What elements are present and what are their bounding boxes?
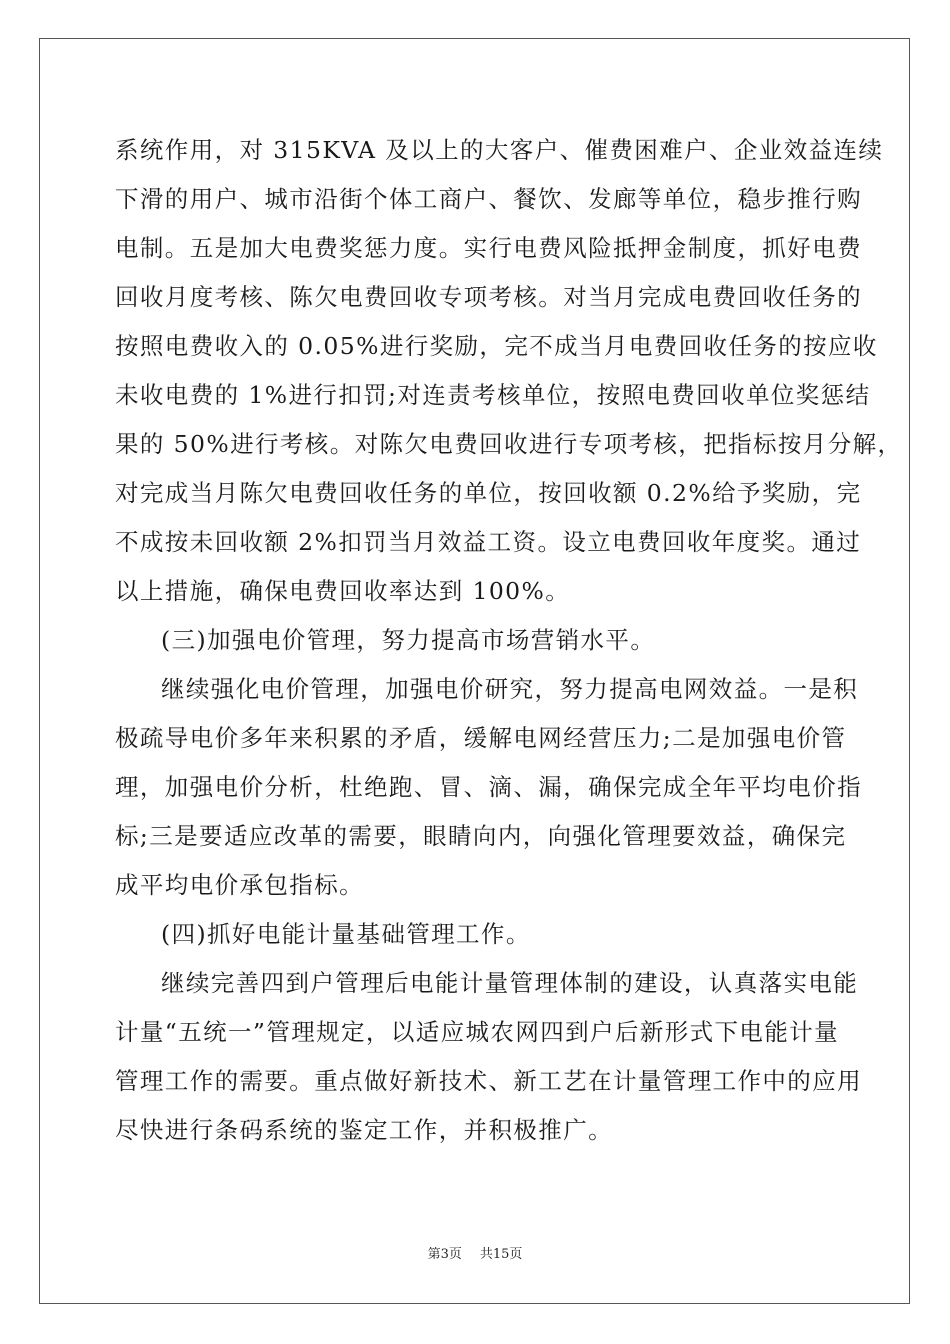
text-line: 计量“五统一”管理规定，以适应城农网四到户后新形式下电能计量 <box>115 1018 840 1046</box>
text-line: 对完成当月陈欠电费回收任务的单位，按回收额 0.2%给予奖励，完 <box>115 479 862 507</box>
text-line: 尽快进行条码系统的鉴定工作，并积极推广。 <box>115 1116 613 1144</box>
text-line: 果的 50%进行考核。对陈欠电费回收进行专项考核，把指标按月分解， <box>115 430 903 458</box>
text-line: 按照电费收入的 0.05%进行奖励，完不成当月电费回收任务的按应收 <box>115 332 878 360</box>
text-line: 标;三是要适应改革的需要，眼睛向内，向强化管理要效益，确保完 <box>115 822 847 850</box>
paragraph-start: 继续完善四到户管理后电能计量管理体制的建设，认真落实电能 <box>161 969 859 997</box>
text-line: 管理工作的需要。重点做好新技术、新工艺在计量管理工作中的应用 <box>115 1067 862 1095</box>
text-line: 以上措施，确保电费回收率达到 100%。 <box>115 577 571 605</box>
text-line: 极疏导电价多年来积累的矛盾，缓解电网经营压力;二是加强电价管 <box>115 724 847 752</box>
text-line: 理，加强电价分析，杜绝跑、冒、滴、漏，确保完成全年平均电价指 <box>115 773 862 801</box>
text-line: 不成按未回收额 2%扣罚当月效益工资。设立电费回收年度奖。通过 <box>115 528 862 556</box>
page-number: 第3页 <box>427 1247 462 1262</box>
paragraph-start: 继续强化电价管理，加强电价研究，努力提高电网效益。一是积 <box>161 675 859 703</box>
text-line: 下滑的用户、城市沿街个体工商户、餐饮、发廊等单位，稳步推行购 <box>115 185 862 213</box>
text-line: 电制。五是加大电费奖惩力度。实行电费风险抵押金制度，抓好电费 <box>115 234 862 262</box>
text-line: 成平均电价承包指标。 <box>115 871 364 899</box>
text-line: 系统作用，对 315KVA 及以上的大客户、催费困难户、企业效益连续 <box>115 136 884 164</box>
section-heading: (三)加强电价管理，努力提高市场营销水平。 <box>161 626 656 654</box>
page-footer <box>0 1243 950 1262</box>
text-line: 回收月度考核、陈欠电费回收专项考核。对当月完成电费回收任务的 <box>115 283 862 311</box>
section-heading: (四)抓好电能计量基础管理工作。 <box>161 920 531 948</box>
text-line: 未收电费的 1%进行扣罚;对连责考核单位，按照电费回收单位奖惩结 <box>115 381 871 409</box>
page-total: 共15页 <box>479 1247 523 1262</box>
document-body <box>115 126 903 1155</box>
